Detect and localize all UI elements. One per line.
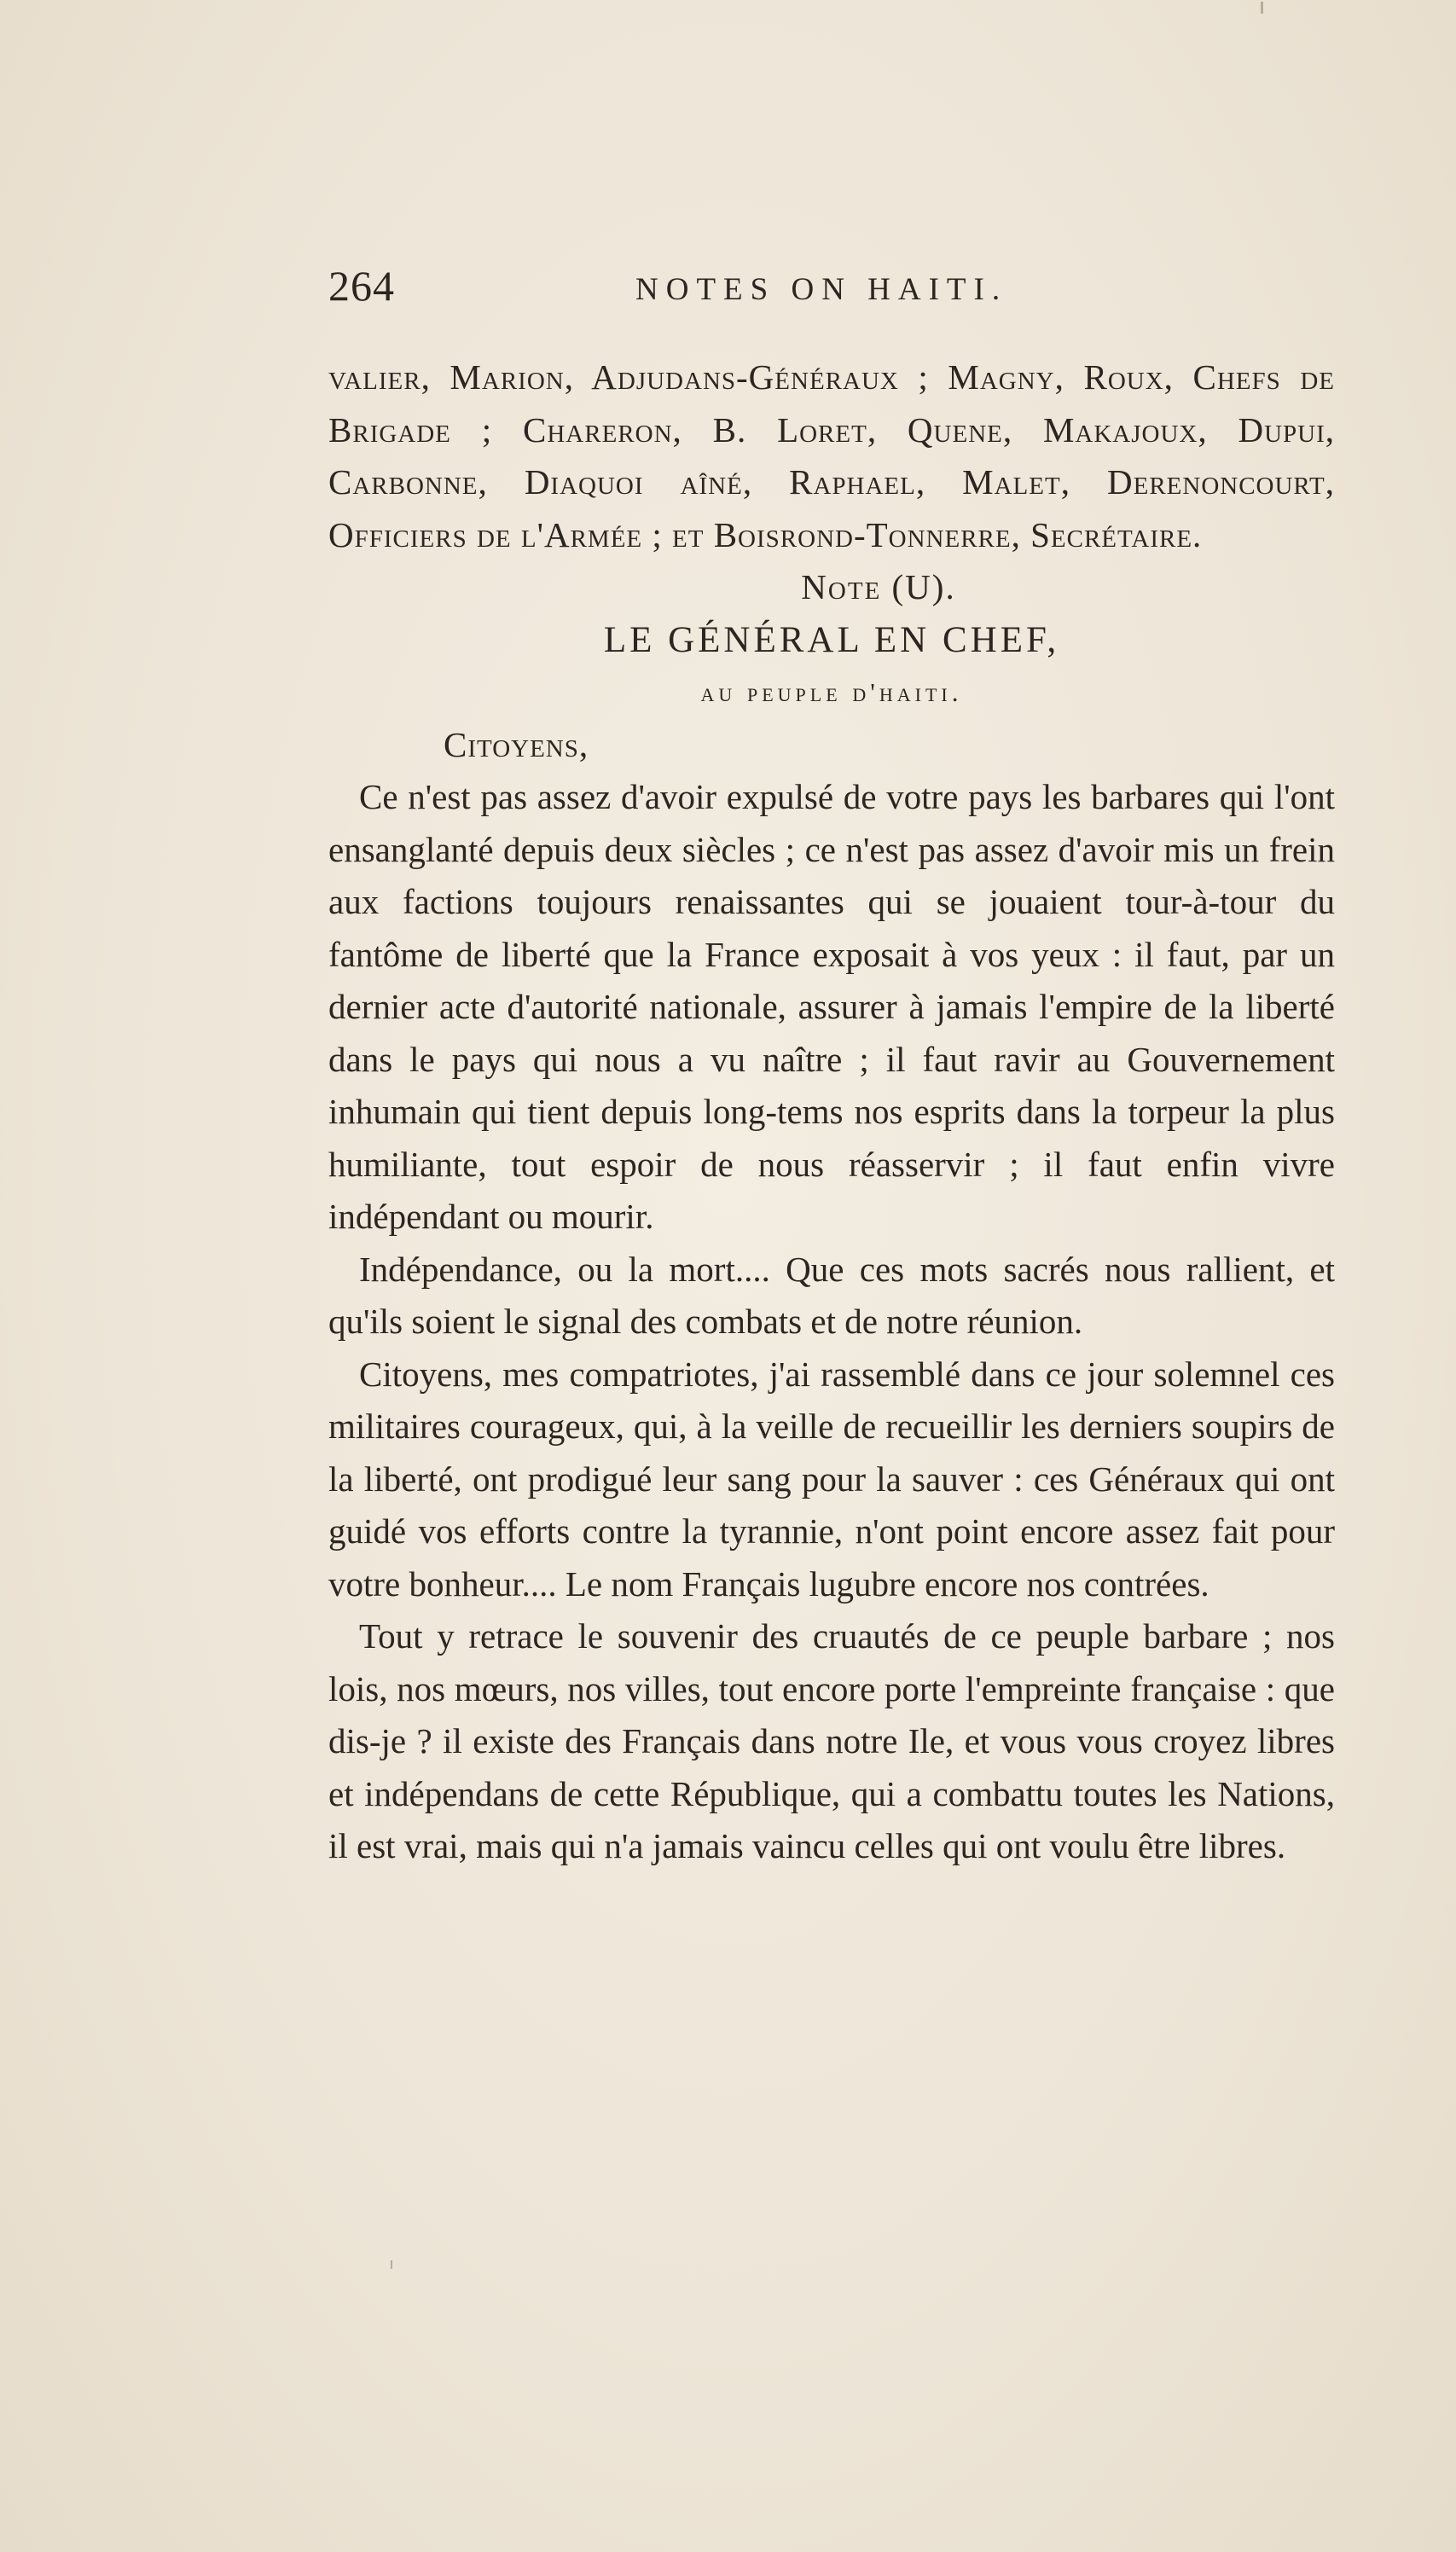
running-title: NOTES ON HAITI. (635, 272, 1008, 307)
proclamation-title: LE GÉNÉRAL EN CHEF, (603, 619, 1060, 660)
proclamation-subtitle: au peuple d'haiti. (700, 677, 963, 707)
paragraph-2: Indépendance, ou la mort.... Que ces mots sacrés nous rallient, et qu'ils soient le signal des combats et de notre réunion. (328, 1249, 1335, 1341)
paper-mark (1261, 2, 1263, 14)
note-heading: Note (U). (801, 567, 956, 606)
paragraph-3: Citoyens, mes compatriotes, j'ai rassemblé dans ce jour solemnel ces militaires courageux, qui, à la veille de recueillir les derniers soupirs de la liberté, ont prodigué leur sang pour la sauver : ces Généraux qui ont guidé vos efforts contre la tyrannie, n'ont point encore assez fait pour votre bonheur.... Le nom Français lugubre encore nos contrées. (328, 1354, 1335, 1604)
page-header (328, 261, 1326, 321)
paragraph-1: Ce n'est pas assez d'avoir expulsé de votre pays les barbares qui l'ont ensanglanté depuis deux siècles ; ce n'est pas assez d'avoir mis un frein aux factions toujours renaissantes qui se jouaient tour-à-tour du fantôme de liberté que la France exposait à vos yeux : il faut, par un dernier acte d'autorité nationale, assurer à jamais l'empire de la liberté dans le pays qui nous a vu naître ; il faut ravir au Gouvernement inhumain qui tient depuis long-tems nos esprits dans la torpeur la plus humiliante, tout espoir de nous réasservir ; il faut enfin vivre indépendant ou mourir. (328, 777, 1335, 1236)
salutation: Citoyens, (444, 724, 589, 764)
paragraph-4: Tout y retrace le souvenir des cruautés de ce peuple barbare ; nos lois, nos mœurs, nos villes, tout encore porte l'empreinte française : que dis-je ? il existe des Français dans notre Ile, et vous vous croyez libres et indépendans de cette République, qui a combattu toutes les Nations, il est vrai, mais qui n'a jamais vaincu celles qui ont voulu être libres. (328, 1616, 1335, 1865)
continuation-paragraph: valier, Marion, Adjudans-Généraux ; Magny, Roux, Chefs de Brigade ; Chareron, B. Loret, Quene, Makajoux, Dupui, Carbonne, Diaquoi aîné, Raphael, Malet, Derenoncourt, Officiers de l'Armée ; et Boisrond-Tonnerre, Secrétaire. (328, 357, 1335, 554)
page-body (328, 351, 1335, 1873)
paper-mark (391, 2260, 392, 2269)
page-number: 264 (328, 262, 395, 310)
